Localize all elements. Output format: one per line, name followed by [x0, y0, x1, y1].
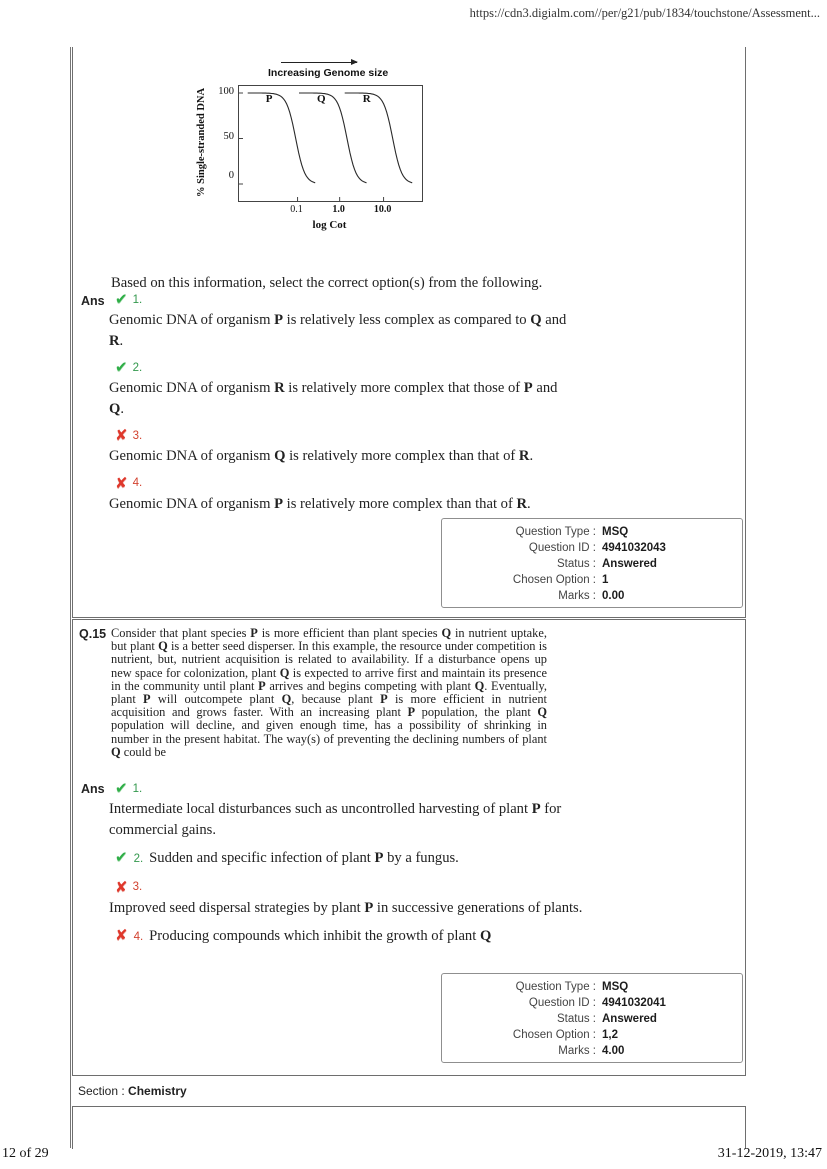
info-label: Question Type :	[515, 981, 596, 993]
info-value: 4941032041	[602, 997, 666, 1009]
info-label: Question Type :	[515, 526, 596, 538]
option-mark-row	[109, 780, 587, 797]
options-list-q14	[109, 291, 569, 522]
increasing-genome-size-arrow-icon	[281, 62, 357, 63]
option-row-3	[109, 427, 569, 467]
x-axis-ticks	[238, 204, 421, 217]
question-info-box	[441, 518, 743, 608]
wrong-mark-icon: ✘	[115, 426, 128, 444]
option-mark-row	[109, 359, 569, 376]
answer-label: Ans	[81, 782, 105, 796]
next-question-block-partial	[72, 1106, 746, 1149]
question-block-14	[72, 47, 746, 618]
y-tick-0: 0	[228, 170, 234, 181]
x-axis-label: log Cot	[312, 219, 347, 231]
section-heading	[78, 1084, 187, 1098]
x-tick-1.0: 1.0	[332, 204, 345, 215]
option-row-4	[109, 926, 587, 947]
series-label-P: P	[265, 93, 273, 105]
option-text: Producing compounds which inhibit the growth of plant Q	[149, 928, 492, 944]
info-label: Chosen Option :	[512, 574, 596, 586]
cot-curve-figure	[198, 57, 518, 257]
info-label: Marks :	[558, 1045, 596, 1057]
correct-mark-icon: ✔	[115, 358, 128, 376]
wrong-mark-icon: ✘	[115, 473, 128, 492]
section-label: Section :	[78, 1084, 129, 1098]
series-label-Q: Q	[317, 93, 326, 105]
section-value: Chemistry	[128, 1084, 187, 1098]
option-text: Genomic DNA of organism Q is relatively more complex than that of R.	[109, 448, 534, 464]
option-text: Intermediate local disturbances such as uncontrolled harvesting of plant P for commercial gains.	[109, 801, 562, 838]
info-value: MSQ	[602, 526, 629, 538]
y-tick-50: 50	[223, 131, 234, 142]
option-mark-row	[109, 427, 569, 444]
option-mark-row	[109, 879, 587, 896]
info-label: Question ID :	[528, 997, 596, 1009]
option-row-2	[109, 848, 587, 869]
option-number: 3.	[132, 881, 143, 893]
cot-curves-svg	[239, 86, 422, 201]
series-label-R: R	[362, 93, 371, 105]
option-number: 4.	[133, 931, 144, 943]
footer-datetime: 31-12-2019, 13:47	[717, 1146, 822, 1161]
option-row-2	[109, 359, 569, 419]
option-row-1	[109, 291, 569, 351]
info-label: Question ID :	[528, 542, 596, 554]
info-label: Chosen Option :	[512, 1029, 596, 1041]
option-row-4	[109, 475, 569, 515]
info-value: 0.00	[602, 590, 625, 602]
info-value: Answered	[602, 1013, 657, 1025]
option-text: Improved seed dispersal strategies by plant P in successive generations of plants.	[109, 899, 583, 916]
x-tick-10.0: 10.0	[373, 204, 392, 215]
option-number: 1.	[132, 782, 143, 795]
correct-mark-icon: ✔	[115, 779, 128, 797]
cot-curve-Q	[299, 93, 367, 183]
correct-mark-icon: ✔	[115, 290, 128, 308]
option-number: 2.	[132, 361, 143, 374]
correct-mark-icon: ✔	[115, 848, 128, 866]
question-info-box	[441, 973, 743, 1063]
option-mark-row	[109, 291, 569, 308]
info-value: MSQ	[602, 981, 629, 993]
option-row-3	[109, 879, 587, 919]
info-value: Answered	[602, 558, 657, 570]
option-number: 3.	[132, 429, 143, 442]
header-url: https://cdn3.digialm.com//per/g21/pub/1834/touchstone/Assessment...	[469, 6, 820, 20]
info-value: 1	[602, 574, 609, 586]
option-number: 1.	[132, 293, 143, 306]
option-number: 2.	[133, 853, 144, 865]
answer-label: Ans	[81, 294, 105, 308]
option-text: Genomic DNA of organism P is relatively more complex than that of R.	[109, 495, 531, 512]
plot-area	[238, 85, 423, 202]
chart-title: Increasing Genome size	[268, 67, 389, 79]
option-text: Genomic DNA of organism R is relatively more complex that those of P and Q.	[109, 380, 558, 417]
question-body: Consider that plant species P is more efficient than plant species Q in nutrient uptake, but plant Q is a better seed disperser. In this example, the resource under competition is nutrient, but, nutrient acquisition is related to availability. If a disturbance opens up new space for colonization, plant Q is expected to arrive first and maintain its presence in the community until plant P arrives and begins competing with plant Q. Eventually, plant P will outcompete plant Q, because plant P is more efficient in nutrient acquisition and grows faster. With an increasing plant P population, the plant Q population will decline, and given enough time, has a possibility of shrinking in number in the present habitat. The way(s) of preventing the declining numbers of plant Q could be	[111, 626, 548, 759]
question-block-15	[72, 619, 746, 1076]
option-text: Sudden and specific infection of plant P by a fungus.	[149, 850, 459, 866]
footer-page-number: 12 of 29	[2, 1146, 49, 1161]
info-value: 4941032043	[602, 542, 666, 554]
left-table-rule	[70, 47, 71, 1148]
y-tick-100: 100	[218, 86, 234, 97]
info-value: 4.00	[602, 1045, 625, 1057]
options-list-q15	[109, 780, 587, 957]
info-label: Status :	[557, 558, 596, 570]
option-text: Genomic DNA of organism P is relatively less complex as compared to Q and R.	[109, 312, 567, 349]
option-number: 4.	[132, 477, 143, 489]
info-label: Marks :	[558, 590, 596, 602]
option-row-1	[109, 780, 587, 840]
cot-curve-P	[248, 93, 316, 183]
question-info-grid	[442, 974, 742, 1058]
question-prompt: Based on this information, select the correct option(s) from the following.	[111, 275, 543, 291]
y-axis-label: % Single-stranded DNA	[196, 87, 207, 198]
question-info-grid	[442, 519, 742, 603]
info-label: Status :	[557, 1013, 596, 1025]
x-tick-0.1: 0.1	[290, 204, 303, 215]
question-number: Q.15	[79, 627, 107, 641]
info-value: 1,2	[602, 1029, 618, 1041]
wrong-mark-icon: ✘	[115, 877, 128, 896]
wrong-mark-icon: ✘	[115, 926, 128, 944]
option-mark-row	[109, 475, 569, 492]
